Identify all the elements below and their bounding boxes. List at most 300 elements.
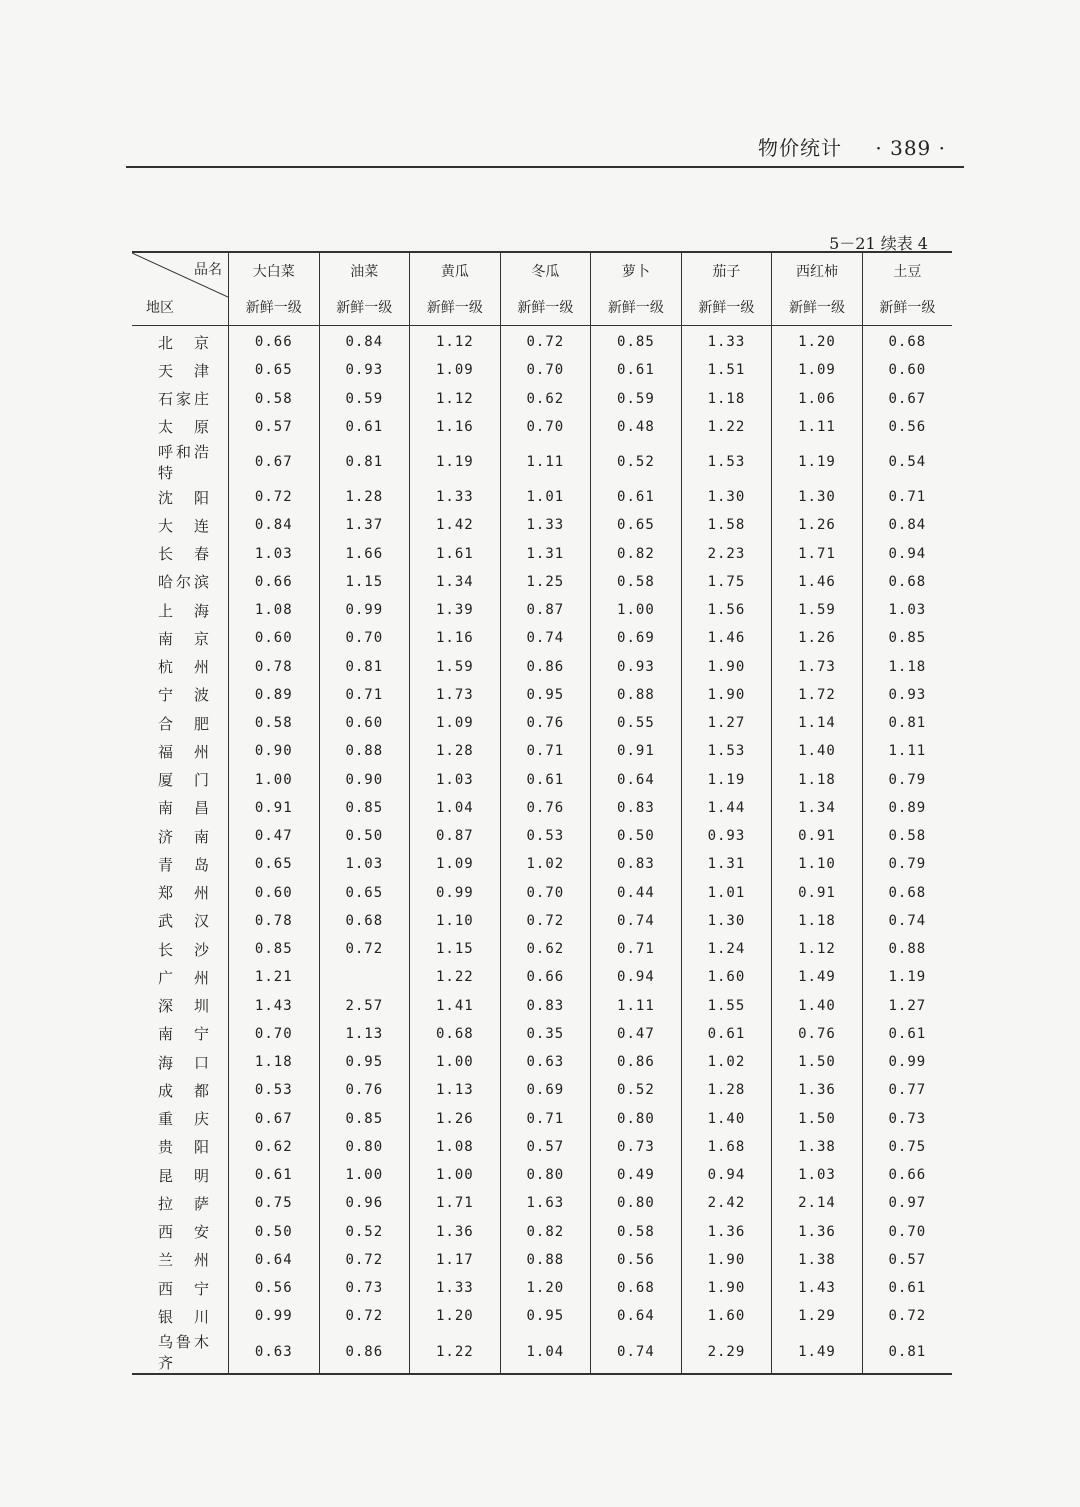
price-cell: 0.89 (229, 681, 320, 709)
price-cell: 0.93 (591, 653, 682, 681)
price-cell: 1.08 (229, 596, 320, 624)
column-header-name: 萝卜 (591, 252, 682, 289)
price-cell: 1.00 (319, 1161, 410, 1189)
region-cell: 合肥 (158, 714, 210, 733)
price-cell: 1.33 (410, 1274, 501, 1302)
region-cell: 广州 (158, 968, 210, 987)
price-cell: 1.19 (681, 766, 772, 794)
price-cell: 0.90 (229, 737, 320, 765)
price-cell: 1.34 (410, 568, 501, 596)
price-cell: 0.79 (862, 850, 952, 878)
table-row (132, 653, 952, 681)
price-cell: 0.94 (862, 540, 952, 568)
price-cell: 1.90 (681, 1274, 772, 1302)
price-cell: 1.38 (772, 1133, 863, 1161)
price-cell: 0.99 (229, 1302, 320, 1330)
price-cell: 0.52 (591, 441, 682, 483)
table-row (132, 992, 952, 1020)
price-cell: 0.58 (229, 385, 320, 413)
price-cell: 0.88 (319, 737, 410, 765)
price-cell: 1.11 (862, 737, 952, 765)
region-cell: 成都 (158, 1081, 210, 1100)
region-cell: 哈尔滨 (158, 573, 210, 592)
price-cell: 1.55 (681, 992, 772, 1020)
price-cell: 1.02 (500, 850, 591, 878)
price-cell: 0.80 (591, 1189, 682, 1217)
price-cell: 0.95 (500, 1302, 591, 1330)
price-cell: 0.62 (500, 385, 591, 413)
region-cell: 宁波 (158, 686, 210, 705)
price-cell: 1.11 (500, 441, 591, 483)
price-cell: 1.09 (772, 356, 863, 384)
price-cell: 0.68 (319, 907, 410, 935)
price-cell: 1.36 (681, 1218, 772, 1246)
column-header-name: 西红柿 (772, 252, 863, 289)
region-cell: 大连 (158, 516, 210, 535)
price-cell: 0.87 (410, 822, 501, 850)
price-cell: 0.48 (591, 413, 682, 441)
price-cell: 0.84 (862, 511, 952, 539)
price-cell: 1.26 (772, 511, 863, 539)
price-cell: 1.20 (772, 326, 863, 357)
price-cell: 1.27 (681, 709, 772, 737)
price-cell: 0.99 (410, 879, 501, 907)
price-cell: 1.18 (229, 1048, 320, 1076)
price-cell: 0.68 (862, 568, 952, 596)
price-cell: 0.78 (229, 907, 320, 935)
price-cell: 1.19 (862, 963, 952, 991)
price-cell: 0.57 (862, 1246, 952, 1274)
price-cell: 0.63 (500, 1048, 591, 1076)
price-cell: 0.72 (319, 1246, 410, 1274)
price-cell: 1.26 (772, 624, 863, 652)
price-cell: 0.71 (862, 483, 952, 511)
price-cell: 0.76 (772, 1020, 863, 1048)
price-cell: 1.17 (410, 1246, 501, 1274)
price-cell: 0.83 (500, 992, 591, 1020)
price-cell: 0.81 (319, 653, 410, 681)
price-cell: 0.95 (319, 1048, 410, 1076)
price-cell: 1.13 (410, 1076, 501, 1104)
price-cell: 1.11 (591, 992, 682, 1020)
region-cell: 重庆 (158, 1110, 210, 1129)
price-cell: 0.74 (862, 907, 952, 935)
price-table (132, 251, 952, 1375)
price-cell: 1.25 (500, 568, 591, 596)
price-cell: 0.70 (229, 1020, 320, 1048)
price-cell: 1.31 (681, 850, 772, 878)
price-cell: 1.59 (772, 596, 863, 624)
price-cell: 1.73 (410, 681, 501, 709)
region-cell: 拉萨 (158, 1194, 210, 1213)
price-cell: 1.00 (591, 596, 682, 624)
region-cell: 乌鲁木齐 (158, 1332, 210, 1372)
price-cell: 1.28 (681, 1076, 772, 1104)
price-cell: 2.23 (681, 540, 772, 568)
region-cell: 福州 (158, 742, 210, 761)
price-cell: 0.56 (591, 1246, 682, 1274)
region-cell: 昆明 (158, 1166, 210, 1185)
price-cell: 1.50 (772, 1105, 863, 1133)
price-cell: 0.53 (229, 1076, 320, 1104)
price-cell: 1.46 (772, 568, 863, 596)
price-cell: 1.16 (410, 413, 501, 441)
price-cell: 0.47 (229, 822, 320, 850)
price-cell: 1.31 (500, 540, 591, 568)
region-cell: 石家庄 (158, 390, 210, 409)
price-cell: 0.96 (319, 1189, 410, 1217)
price-cell: 0.70 (319, 624, 410, 652)
price-cell: 0.66 (229, 326, 320, 357)
price-cell: 0.63 (229, 1331, 320, 1374)
price-cell: 1.30 (772, 483, 863, 511)
price-cell: 1.18 (772, 907, 863, 935)
price-cell: 0.81 (319, 441, 410, 483)
price-cell: 0.60 (319, 709, 410, 737)
table-row (132, 356, 952, 384)
price-cell: 0.84 (319, 326, 410, 357)
table-row (132, 441, 952, 483)
price-cell: 0.85 (319, 1105, 410, 1133)
column-header-name: 油菜 (319, 252, 410, 289)
column-header-grade: 新鲜一级 (500, 289, 591, 326)
price-cell: 1.12 (772, 935, 863, 963)
price-cell: 1.18 (681, 385, 772, 413)
table-row (132, 1105, 952, 1133)
price-cell: 0.49 (591, 1161, 682, 1189)
price-cell: 1.19 (772, 441, 863, 483)
price-cell: 0.59 (319, 385, 410, 413)
price-cell: 1.09 (410, 709, 501, 737)
table-label: 5－21 续表 4 (829, 234, 928, 253)
price-cell: 2.14 (772, 1189, 863, 1217)
price-cell: 0.56 (229, 1274, 320, 1302)
price-cell: 1.04 (500, 1331, 591, 1374)
price-cell: 1.68 (681, 1133, 772, 1161)
price-cell: 1.00 (410, 1048, 501, 1076)
price-cell: 1.28 (410, 737, 501, 765)
price-cell: 0.99 (862, 1048, 952, 1076)
price-cell: 1.90 (681, 1246, 772, 1274)
price-cell: 1.11 (772, 413, 863, 441)
price-cell: 1.49 (772, 1331, 863, 1374)
price-cell: 0.62 (500, 935, 591, 963)
table-row (132, 385, 952, 413)
price-cell: 1.71 (410, 1189, 501, 1217)
column-header-grade: 新鲜一级 (681, 289, 772, 326)
price-cell: 0.64 (229, 1246, 320, 1274)
price-cell: 1.40 (772, 992, 863, 1020)
price-cell: 1.53 (681, 441, 772, 483)
price-cell: 1.22 (681, 413, 772, 441)
table-row (132, 511, 952, 539)
price-cell: 0.70 (500, 356, 591, 384)
price-cell: 1.66 (319, 540, 410, 568)
column-header-grade: 新鲜一级 (319, 289, 410, 326)
table-row (132, 540, 952, 568)
price-cell: 1.37 (319, 511, 410, 539)
price-cell: 0.67 (862, 385, 952, 413)
price-cell: 0.90 (319, 766, 410, 794)
price-cell: 1.39 (410, 596, 501, 624)
region-cell: 西安 (158, 1223, 210, 1242)
price-cell: 0.77 (862, 1076, 952, 1104)
price-cell: 0.58 (591, 568, 682, 596)
price-cell: 1.12 (410, 385, 501, 413)
region-cell: 上海 (158, 601, 210, 620)
table-corner-cell (132, 252, 229, 326)
column-header-name: 土豆 (862, 252, 952, 289)
price-cell: 0.88 (591, 681, 682, 709)
price-cell: 0.73 (862, 1105, 952, 1133)
price-cell: 1.24 (681, 935, 772, 963)
price-cell: 0.67 (229, 1105, 320, 1133)
table-row (132, 1189, 952, 1217)
price-cell: 1.73 (772, 653, 863, 681)
price-cell: 1.29 (772, 1302, 863, 1330)
price-cell: 0.58 (862, 822, 952, 850)
table-row (132, 624, 952, 652)
price-cell: 0.70 (500, 879, 591, 907)
price-cell: 1.36 (772, 1076, 863, 1104)
table-row (132, 1020, 952, 1048)
price-cell: 1.41 (410, 992, 501, 1020)
price-cell: 1.33 (681, 326, 772, 357)
price-cell: 1.40 (772, 737, 863, 765)
price-cell: 0.61 (229, 1161, 320, 1189)
table-row (132, 1246, 952, 1274)
price-cell: 1.14 (772, 709, 863, 737)
price-cell: 0.64 (591, 766, 682, 794)
column-header-grade: 新鲜一级 (591, 289, 682, 326)
corner-product-label: 品名 (194, 262, 222, 278)
price-cell: 0.79 (862, 766, 952, 794)
price-cell: 0.85 (591, 326, 682, 357)
table-row (132, 568, 952, 596)
column-header-name: 冬瓜 (500, 252, 591, 289)
price-cell: 0.52 (319, 1218, 410, 1246)
price-cell: 1.00 (229, 766, 320, 794)
price-cell: 1.13 (319, 1020, 410, 1048)
price-cell: 0.72 (319, 935, 410, 963)
price-cell: 1.90 (681, 653, 772, 681)
price-cell: 0.91 (772, 879, 863, 907)
price-cell: 0.60 (229, 879, 320, 907)
column-header-name: 茄子 (681, 252, 772, 289)
price-cell: 0.59 (591, 385, 682, 413)
column-header-name: 大白菜 (229, 252, 320, 289)
price-cell: 0.72 (319, 1302, 410, 1330)
column-header-grade: 新鲜一级 (862, 289, 952, 326)
table-row (132, 681, 952, 709)
price-cell: 1.58 (681, 511, 772, 539)
price-cell: 1.71 (772, 540, 863, 568)
price-cell: 0.84 (229, 511, 320, 539)
price-cell: 1.01 (681, 879, 772, 907)
table-row (132, 326, 952, 357)
price-cell: 1.04 (410, 794, 501, 822)
price-cell: 0.47 (591, 1020, 682, 1048)
price-cell: 2.57 (319, 992, 410, 1020)
price-cell: 1.60 (681, 963, 772, 991)
price-cell: 0.71 (500, 737, 591, 765)
price-cell: 0.67 (229, 441, 320, 483)
price-cell: 0.93 (681, 822, 772, 850)
price-cell: 1.43 (229, 992, 320, 1020)
price-cell: 1.51 (681, 356, 772, 384)
price-cell: 0.65 (229, 850, 320, 878)
price-cell: 0.72 (500, 907, 591, 935)
price-cell: 0.75 (862, 1133, 952, 1161)
price-cell: 0.72 (862, 1302, 952, 1330)
price-cell: 0.91 (772, 822, 863, 850)
price-cell: 0.91 (229, 794, 320, 822)
price-cell: 0.80 (591, 1105, 682, 1133)
price-cell: 1.50 (772, 1048, 863, 1076)
price-cell: 1.43 (772, 1274, 863, 1302)
region-cell: 杭州 (158, 658, 210, 677)
region-cell: 郑州 (158, 884, 210, 903)
price-cell: 0.93 (319, 356, 410, 384)
price-cell: 1.61 (410, 540, 501, 568)
price-cell: 0.70 (500, 413, 591, 441)
price-cell: 1.22 (410, 963, 501, 991)
price-cell: 1.33 (410, 483, 501, 511)
price-cell: 1.03 (862, 596, 952, 624)
price-cell: 0.69 (500, 1076, 591, 1104)
price-cell: 0.72 (229, 483, 320, 511)
region-cell: 呼和浩特 (158, 443, 210, 482)
price-cell: 0.58 (229, 709, 320, 737)
price-cell: 0.83 (591, 850, 682, 878)
section-title: 物价统计 (758, 136, 843, 160)
price-cell (319, 963, 410, 991)
price-cell: 1.53 (681, 737, 772, 765)
price-cell: 1.44 (681, 794, 772, 822)
price-cell: 0.50 (229, 1218, 320, 1246)
price-cell: 1.21 (229, 963, 320, 991)
price-cell: 0.88 (500, 1246, 591, 1274)
region-cell: 太原 (158, 418, 210, 437)
price-cell: 0.66 (862, 1161, 952, 1189)
price-cell: 0.71 (591, 935, 682, 963)
price-cell: 1.18 (862, 653, 952, 681)
price-cell: 0.71 (500, 1105, 591, 1133)
region-cell: 南宁 (158, 1025, 210, 1044)
table-row (132, 907, 952, 935)
price-cell: 0.73 (591, 1133, 682, 1161)
price-cell: 1.09 (410, 356, 501, 384)
price-cell: 0.82 (500, 1218, 591, 1246)
price-cell: 1.12 (410, 326, 501, 357)
region-cell: 深圳 (158, 997, 210, 1016)
table-row (132, 1274, 952, 1302)
page-number: · 389 · (875, 136, 946, 160)
corner-region-label: 地区 (146, 300, 174, 316)
region-cell: 兰州 (158, 1251, 210, 1270)
price-cell: 0.61 (591, 483, 682, 511)
region-cell: 西宁 (158, 1279, 210, 1298)
table-row (132, 1133, 952, 1161)
price-cell: 0.61 (319, 413, 410, 441)
price-cell: 0.80 (500, 1161, 591, 1189)
price-cell: 1.15 (410, 935, 501, 963)
price-cell: 1.56 (681, 596, 772, 624)
price-cell: 1.30 (681, 483, 772, 511)
price-cell: 0.62 (229, 1133, 320, 1161)
price-cell: 0.35 (500, 1020, 591, 1048)
table-row (132, 1048, 952, 1076)
price-cell: 0.64 (591, 1302, 682, 1330)
price-cell: 0.60 (229, 624, 320, 652)
price-cell: 0.71 (319, 681, 410, 709)
price-cell: 1.63 (500, 1189, 591, 1217)
price-cell: 0.61 (500, 766, 591, 794)
price-cell: 0.70 (862, 1218, 952, 1246)
price-cell: 1.03 (319, 850, 410, 878)
price-cell: 0.76 (500, 709, 591, 737)
price-cell: 0.94 (591, 963, 682, 991)
table-row (132, 1161, 952, 1189)
price-cell: 1.10 (772, 850, 863, 878)
table-row (132, 766, 952, 794)
price-cell: 0.86 (591, 1048, 682, 1076)
price-cell: 0.78 (229, 653, 320, 681)
table-row (132, 794, 952, 822)
price-cell: 1.22 (410, 1331, 501, 1374)
region-cell: 海口 (158, 1053, 210, 1072)
price-cell: 1.36 (772, 1218, 863, 1246)
price-cell: 1.90 (681, 681, 772, 709)
page-header (758, 132, 946, 161)
price-cell: 0.94 (681, 1161, 772, 1189)
region-cell: 济南 (158, 827, 210, 846)
region-cell: 南昌 (158, 799, 210, 818)
region-cell: 武汉 (158, 912, 210, 931)
column-header-grade: 新鲜一级 (410, 289, 501, 326)
price-cell: 0.74 (591, 1331, 682, 1374)
price-cell: 1.72 (772, 681, 863, 709)
table-row (132, 1218, 952, 1246)
table-row (132, 413, 952, 441)
price-cell: 2.42 (681, 1189, 772, 1217)
price-cell: 0.74 (500, 624, 591, 652)
table-row (132, 1331, 952, 1374)
price-cell: 1.08 (410, 1133, 501, 1161)
price-cell: 0.87 (500, 596, 591, 624)
price-cell: 1.27 (862, 992, 952, 1020)
price-cell: 0.85 (229, 935, 320, 963)
price-cell: 0.76 (500, 794, 591, 822)
price-cell: 0.91 (591, 737, 682, 765)
price-cell: 1.59 (410, 653, 501, 681)
region-cell: 北京 (158, 333, 210, 352)
price-cell: 0.88 (862, 935, 952, 963)
price-cell: 1.01 (500, 483, 591, 511)
price-cell: 0.73 (319, 1274, 410, 1302)
price-cell: 1.09 (410, 850, 501, 878)
price-cell: 1.16 (410, 624, 501, 652)
price-cell: 1.20 (500, 1274, 591, 1302)
price-cell: 1.60 (681, 1302, 772, 1330)
price-cell: 0.60 (862, 356, 952, 384)
region-cell: 青岛 (158, 855, 210, 874)
price-cell: 0.50 (319, 822, 410, 850)
price-cell: 0.89 (862, 794, 952, 822)
table-row (132, 1076, 952, 1104)
region-cell: 南京 (158, 629, 210, 648)
price-cell: 1.40 (681, 1105, 772, 1133)
